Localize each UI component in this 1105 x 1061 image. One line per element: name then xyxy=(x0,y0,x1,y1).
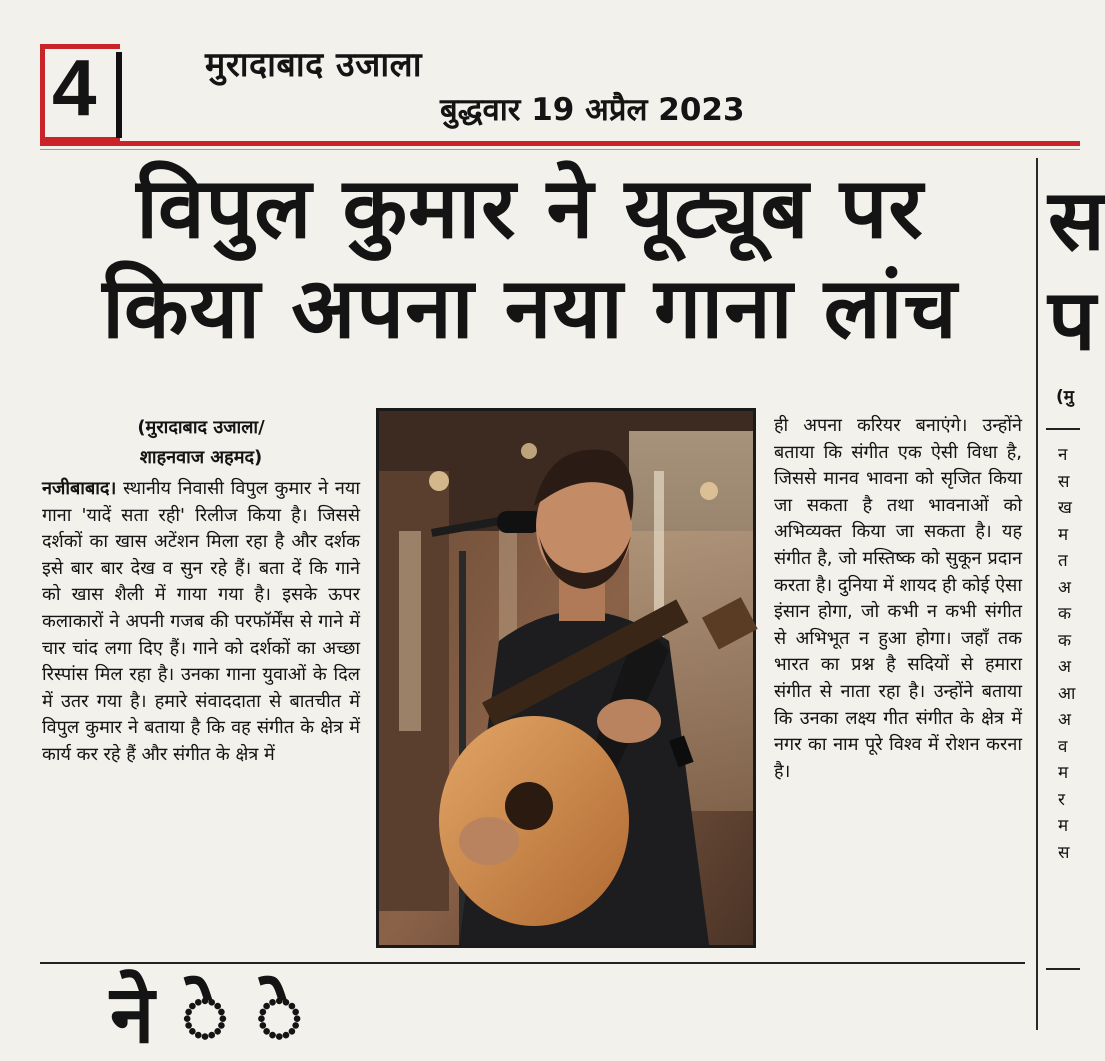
neighbor-byline: (मु xyxy=(1056,387,1074,407)
headline-line-2: किया अपना नया गाना लांच xyxy=(102,259,958,357)
neighbor-headline-fragment-2: प xyxy=(1048,271,1096,369)
neighbor-headline xyxy=(1048,170,1105,380)
singer-photo-illustration xyxy=(379,411,753,945)
page-number: 4 xyxy=(52,43,97,132)
body-left-text: स्थानीय निवासी विपुल कुमार ने नया गाना 'यादें सता रही' रिलीज किया है। जिससे दर्शकों का खास अटेंशन मिला रहा है और दर्शक इसे बार बार देख व सुन रहे हैं। बता दें कि गाने को खास शैली में गाया गया है। इसके ऊपर कलाकारों ने अपनी गजब की परफॉर्मेंस से गाने में चार चांद लगा दिए हैं। गाने को दर्शकों का अच्छा रिस्पांस मिल रहा है। उनका गाना युवाओं के दिल में उतर गया है। हमारे संवाददाता से बातचीत में विपुल कुमार ने बताया है कि वह संगीत के क्षेत्र में कार्य कर रहे हैं और संगीत के क्षेत्र में xyxy=(42,478,360,765)
byline-line-1: (मुरादाबाद उजाला/ xyxy=(137,417,265,438)
bottom-rule xyxy=(40,962,1025,964)
next-headline-fragment: ने े े xyxy=(110,968,310,1061)
paper-name: मुरादाबाद उजाला xyxy=(205,45,423,85)
next-headline-partial xyxy=(110,968,1030,1061)
article-headline xyxy=(40,158,1020,358)
article-photo xyxy=(376,408,756,948)
header-red-rule xyxy=(40,141,1080,146)
neighbor-headline-fragment-1: स xyxy=(1048,171,1105,269)
article-body-left xyxy=(42,476,360,946)
issue-date: बुद्धवार 19 अप्रैल 2023 xyxy=(440,92,745,128)
page-number-divider xyxy=(116,52,122,138)
byline xyxy=(42,413,360,473)
neighbor-rule xyxy=(1046,428,1080,430)
neighbor-bottom-rule xyxy=(1046,968,1080,970)
byline-line-2: शाहनवाज अहमद) xyxy=(139,447,263,468)
neighbor-body-text: न स ख म त अ क क अ आ अ व म र म स xyxy=(1058,445,1076,863)
headline-line-1: विपुल कुमार ने यूट्यूब पर xyxy=(136,159,924,257)
header-grey-rule xyxy=(40,149,1080,150)
article-body-right: ही अपना करियर बनाएंगे। उन्होंने बताया कि संगीत एक ऐसी विधा है, जिससे मानव भावना को सृजित किया जा सकता है तथा भावनाओं को अभिव्यक्त किया जा सकता है। यह संगीत है, जो मस्तिष्क को सुकून प्रदान करता है। दुनिया में शायद ही कोई ऐसा इंसान होगा, जो कभी न कभी संगीत से अभिभूत न हुआ होगा। जहाँ तक भारत का प्रश्न है सदियों से हमारा संगीत से नाता रहा है। उन्होंने बताया कि उनका लक्ष्य गीत संगीत के क्षेत्र में नगर का नाम पूरे विश्व में रोशन करना है। xyxy=(774,415,1022,782)
dateline: नजीबाबाद। xyxy=(42,478,117,499)
column-divider xyxy=(1036,158,1038,1030)
